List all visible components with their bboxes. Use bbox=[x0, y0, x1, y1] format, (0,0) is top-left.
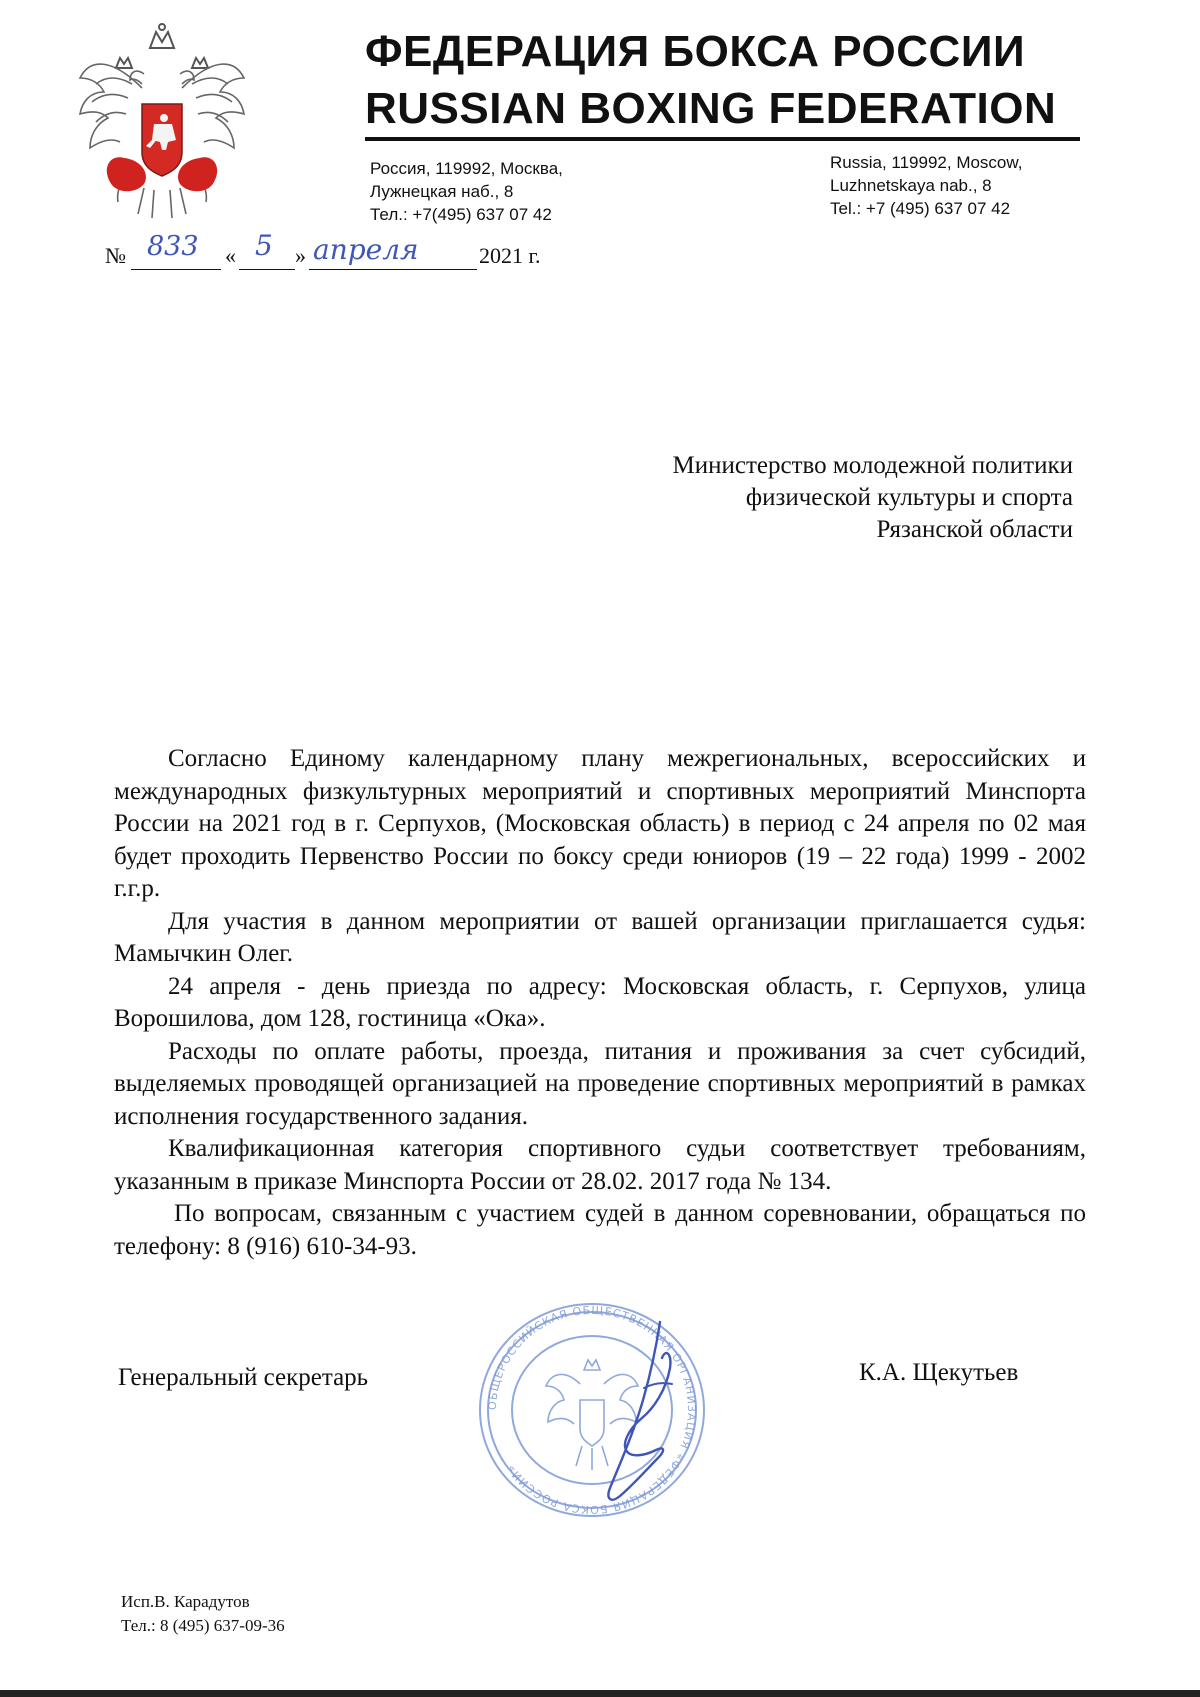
body-paragraph: Квалификационная категория спортивного судьи соответствует требованиям, указанным в приказе Минспорта России от 28.02. 2017 года № 134. bbox=[114, 1135, 1086, 1195]
close-quote: » bbox=[295, 243, 306, 268]
address-russian bbox=[370, 157, 563, 226]
address-line: Luzhnetskaya nab., 8 bbox=[830, 176, 992, 195]
addressee-block bbox=[673, 450, 1073, 546]
letter-body bbox=[114, 743, 1086, 1263]
number-underline bbox=[131, 269, 221, 270]
addressee-line: физической культуры и спорта bbox=[745, 484, 1073, 511]
body-paragraph: Расходы по оплате работы, проезда, питания и проживания за счет субсидий, выделяемых проводящей организацией на проведение спортивных мероприятий в рамках исполнения государственного задания. bbox=[114, 1037, 1086, 1130]
address-line: Россия, 119992, Москва, bbox=[370, 159, 563, 178]
address-line: Тел.: +7(495) 637 07 42 bbox=[370, 205, 552, 224]
stamp-text: ОБЩЕРОССИЙСКАЯ ОБЩЕСТВЕННАЯ ОРГАНИЗАЦИЯ «ФЕДЕРАЦИЯ БОКСА РОССИИ» bbox=[485, 1303, 699, 1517]
addressee-line: Министерство молодежной политики bbox=[672, 452, 1073, 479]
month-underline bbox=[309, 269, 477, 270]
executor-footer bbox=[121, 1590, 285, 1638]
signatory-name: К.А. Щекутьев bbox=[859, 1359, 1019, 1386]
addressee-line: Рязанской области bbox=[876, 516, 1073, 543]
registration-day: 5 bbox=[255, 229, 273, 262]
registration-month: апреля bbox=[313, 233, 419, 266]
number-sign: № bbox=[105, 243, 126, 268]
organization-title-english: RUSSIAN BOXING FEDERATION bbox=[365, 84, 1057, 133]
executor-phone: Тел.: 8 (495) 637-09-36 bbox=[121, 1616, 285, 1635]
open-quote: « bbox=[225, 243, 236, 268]
body-paragraph: Для участия в данном мероприятии от вашей организации приглашается судья: Мамычкин Олег. bbox=[114, 907, 1086, 967]
body-paragraph: По вопросам, связанным с участием судей в данном соревновании, обращаться по телефону: 8 (916) 610-34-93. bbox=[114, 1200, 1086, 1260]
address-english bbox=[830, 151, 1022, 220]
body-paragraph: 24 апреля - день приезда по адресу: Московская область, г. Серпухов, улица Ворошилова, дом 128, гостиница «Ока». bbox=[114, 972, 1086, 1032]
address-line: Tel.: +7 (495) 637 07 42 bbox=[830, 199, 1011, 218]
registration-year: 2021 г. bbox=[479, 243, 541, 268]
registration-number: 833 bbox=[147, 231, 199, 262]
address-line: Russia, 119992, Moscow, bbox=[830, 153, 1023, 172]
address-line: Лужнецкая наб., 8 bbox=[370, 182, 514, 201]
scan-border bbox=[0, 1690, 1200, 1697]
signatory-position: Генеральный секретарь bbox=[118, 1364, 369, 1391]
double-headed-eagle-emblem-icon bbox=[72, 18, 252, 228]
organization-title-russian: ФЕДЕРАЦИЯ БОКСА РОССИИ bbox=[365, 27, 1026, 76]
executor-name: Исп.В. Карадутов bbox=[121, 1592, 250, 1611]
registration-line bbox=[105, 229, 585, 283]
body-paragraph: Согласно Единому календарному плану межрегиональных, всероссийских и международных физкультурных мероприятий и спортивных мероприятий Минспорта России на 2021 год в г. Серпухов, (Московская область) в период с 24 апреля по 02 мая будет проходить Первенство России по боксу среди юниоров (19 – 22 года) 1999 - 2002 г.г.р. bbox=[114, 745, 1086, 902]
day-underline bbox=[239, 269, 295, 270]
letterhead-divider bbox=[365, 137, 1080, 141]
handwritten-signature bbox=[600, 1318, 690, 1508]
